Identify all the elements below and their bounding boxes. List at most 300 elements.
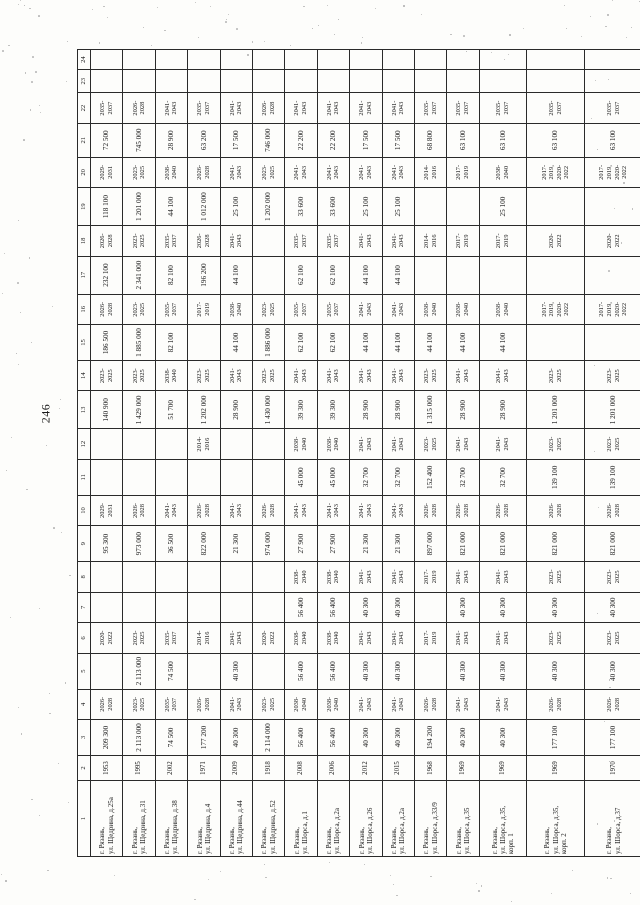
period-cell: 2023-2025 [123, 157, 155, 188]
scan-speck [40, 112, 41, 113]
address-line: ул. Щедрина, д.25а [106, 797, 115, 854]
cost-cell: 821 000 [585, 526, 640, 562]
scan-speck [476, 883, 477, 884]
period-cell: 2023-2025 [252, 157, 284, 188]
period-cell: 2038-2040 [317, 429, 349, 460]
cost-cell: 1 886 000 [252, 325, 284, 361]
scan-speck [430, 876, 431, 877]
cost-cell: 196 200 [188, 256, 220, 294]
period-cell: 2041-2043 [285, 93, 317, 124]
address-line: г. Рязань, [98, 827, 107, 854]
scan-speck [16, 353, 17, 354]
cost-cell: 177 100 [585, 720, 640, 756]
address-line: г. Рязань, [163, 827, 172, 854]
table-row [220, 50, 252, 857]
period-cell [527, 50, 585, 70]
period-cell: 2023-2025 [252, 689, 284, 720]
scan-speck [312, 28, 313, 29]
address-cell [91, 781, 123, 857]
period-cell: 2035-2037 [447, 93, 479, 124]
year-cell: 2012 [350, 755, 382, 780]
scan-speck [631, 27, 632, 28]
period-cell [317, 50, 349, 70]
address-line: ул. Шорса, д.35 [462, 807, 471, 854]
cost-cell: 28 900 [447, 391, 479, 429]
period-cell: 2041-2043 [382, 157, 414, 188]
cost-cell: 62 100 [317, 256, 349, 294]
cost-cell: 28 900 [382, 391, 414, 429]
period-cell: 2020-2022 [91, 623, 123, 654]
cost-cell: 40 300 [447, 592, 479, 623]
cost-cell: 745 000 [123, 123, 155, 157]
period-cell: 2020-2022 [252, 623, 284, 654]
scan-speck [65, 682, 67, 684]
period-cell: 2023-2025 [527, 562, 585, 593]
cost-cell: 2 113 000 [123, 720, 155, 756]
cost-cell [155, 459, 187, 495]
cost-cell: 821 000 [479, 526, 527, 562]
scan-speck [228, 14, 229, 15]
scan-speck [390, 875, 391, 876]
cost-cell: 44 100 [479, 325, 527, 361]
scan-speck [49, 693, 50, 694]
cost-cell: 63 100 [585, 123, 640, 157]
cost-cell: 40 300 [479, 592, 527, 623]
table-row [527, 50, 585, 857]
period-cell: 2038-2040 [447, 294, 479, 325]
year-cell: 2008 [285, 755, 317, 780]
cost-cell [91, 70, 123, 93]
cost-cell [414, 592, 446, 623]
table-row [285, 50, 317, 857]
scan-speck [47, 870, 49, 872]
cost-cell: 40 300 [350, 653, 382, 689]
cost-cell: 40 300 [382, 592, 414, 623]
period-cell: 2038-2040 [155, 360, 187, 391]
column-number: 9 [78, 526, 91, 562]
period-cell: 2038-2040 [155, 157, 187, 188]
scan-speck [10, 617, 11, 618]
address-line: ул. Шорса, д.1 [301, 811, 310, 854]
period-cell: 2041-2043 [447, 562, 479, 593]
period-cell: 2041-2043 [382, 429, 414, 460]
scan-speck [210, 6, 211, 7]
scan-speck [607, 877, 609, 879]
cost-cell: 1 315 000 [414, 391, 446, 429]
cost-cell: 2 113 000 [123, 653, 155, 689]
period-cell: 2023-2025 [123, 623, 155, 654]
period-cell: 2017-2019, 2020-2022 [527, 157, 585, 188]
period-cell: 2041-2043 [350, 562, 382, 593]
period-cell: 2017-2019 [479, 226, 527, 257]
period-cell: 2014-2016 [414, 157, 446, 188]
period-cell: 2041-2043 [317, 157, 349, 188]
period-cell: 2017-2019, 2020-2022 [585, 157, 640, 188]
period-cell: 2026-2028 [252, 495, 284, 526]
period-cell [220, 429, 252, 460]
scan-speck [52, 306, 54, 308]
address-line: г. Рязань, [422, 827, 431, 854]
column-number: 21 [78, 123, 91, 157]
cost-cell: 821 000 [447, 526, 479, 562]
period-cell [479, 50, 527, 70]
table-row [188, 50, 220, 857]
cost-cell: 39 300 [317, 391, 349, 429]
table-row [155, 50, 187, 857]
period-cell: 2038-2040 [220, 294, 252, 325]
period-cell: 2038-2040 [285, 429, 317, 460]
period-cell: 2038-2040 [285, 689, 317, 720]
cost-cell: 25 100 [382, 188, 414, 226]
cost-cell: 28 900 [220, 391, 252, 429]
column-number: 4 [78, 689, 91, 720]
period-cell: 2041-2043 [479, 429, 527, 460]
cost-cell [123, 459, 155, 495]
scan-speck [68, 802, 69, 803]
address-line: ул. Щедрина, д.31 [139, 800, 148, 854]
period-cell: 2038-2040 [317, 562, 349, 593]
cost-cell: 44 100 [414, 325, 446, 361]
period-cell: 2026-2028 [585, 689, 640, 720]
period-cell: 2041-2043 [350, 226, 382, 257]
period-cell: 2035-2037 [527, 93, 585, 124]
cost-cell: 56 400 [317, 653, 349, 689]
period-cell: 2023-2025 [527, 429, 585, 460]
cost-cell: 1 885 000 [123, 325, 155, 361]
cost-cell: 62 100 [285, 256, 317, 294]
year-cell: 2015 [382, 755, 414, 780]
cost-cell [91, 653, 123, 689]
period-cell: 2029-2031 [91, 157, 123, 188]
scan-speck [59, 408, 60, 409]
cost-cell [252, 70, 284, 93]
scan-speck [329, 862, 330, 863]
cost-cell: 1 201 000 [123, 188, 155, 226]
cost-cell [188, 592, 220, 623]
scan-speck [32, 56, 34, 58]
year-cell: 2009 [220, 755, 252, 780]
cost-cell [585, 325, 640, 361]
period-cell: 2026-2028 [188, 689, 220, 720]
cost-cell: 118 100 [91, 188, 123, 226]
scan-speck [30, 109, 32, 111]
scan-speck [11, 437, 12, 438]
period-cell: 2041-2043 [447, 623, 479, 654]
address-line: г. Рязань, [389, 827, 398, 854]
address-line: ул. Шорса, д.2а [333, 808, 342, 854]
cost-cell: 68 800 [414, 123, 446, 157]
cost-cell: 44 100 [350, 256, 382, 294]
period-cell: 2041-2043 [382, 562, 414, 593]
period-cell [447, 50, 479, 70]
period-cell [91, 429, 123, 460]
cost-cell: 45 000 [285, 459, 317, 495]
cost-cell [414, 188, 446, 226]
address-line: ул. Щедрина, д.44 [236, 800, 245, 854]
period-cell: 2038-2040 [285, 623, 317, 654]
cost-cell: 822 000 [188, 526, 220, 562]
cost-cell: 44 100 [447, 325, 479, 361]
cost-cell: 62 100 [317, 325, 349, 361]
scan-speck [478, 890, 479, 891]
address-line: ул. Щедрина, д.52 [268, 800, 277, 854]
scan-speck [450, 34, 452, 36]
scan-speck [236, 28, 238, 30]
period-cell [91, 50, 123, 70]
cost-cell [188, 459, 220, 495]
address-cell [350, 781, 382, 857]
year-cell: 2006 [317, 755, 349, 780]
period-cell: 2023-2025 [527, 360, 585, 391]
period-cell: 2038-2040 [414, 294, 446, 325]
address-cell [285, 781, 317, 857]
period-cell: 2041-2043 [382, 689, 414, 720]
period-cell: 2026-2028 [91, 226, 123, 257]
address-line: г. Рязань, [325, 827, 334, 854]
period-cell: 2023-2025 [252, 360, 284, 391]
cost-cell [447, 256, 479, 294]
scan-speck [303, 6, 304, 7]
scan-speck [264, 41, 265, 42]
cost-cell: 74 500 [155, 653, 187, 689]
cost-cell: 746 000 [252, 123, 284, 157]
period-cell: 2035-2037 [91, 93, 123, 124]
cost-cell: 40 300 [479, 653, 527, 689]
period-cell: 2035-2037 [414, 93, 446, 124]
scan-speck [630, 893, 631, 894]
scan-speck [198, 37, 199, 38]
cost-cell: 36 500 [155, 526, 187, 562]
scan-speck [226, 19, 227, 20]
period-cell: 2041-2043 [479, 689, 527, 720]
scan-speck [24, 5, 25, 6]
period-cell: 2041-2043 [350, 623, 382, 654]
cost-cell: 40 300 [350, 592, 382, 623]
cost-cell: 186 500 [91, 325, 123, 361]
period-cell: 2026-2028 [123, 93, 155, 124]
cost-cell: 44 100 [155, 188, 187, 226]
period-cell [414, 50, 446, 70]
rotated-table-container [77, 49, 640, 857]
cost-cell [220, 70, 252, 93]
address-line: г. Рязань, [130, 827, 139, 854]
scan-speck [252, 41, 253, 42]
cost-cell: 28 900 [479, 391, 527, 429]
period-cell: 2041-2043 [220, 623, 252, 654]
cost-cell: 56 400 [285, 653, 317, 689]
period-cell: 2041-2043 [285, 157, 317, 188]
address-line: ул. Шорса, д.35, [498, 805, 507, 854]
period-cell: 2038-2040 [317, 623, 349, 654]
cost-cell [91, 592, 123, 623]
cost-cell: 39 300 [285, 391, 317, 429]
cost-cell: 44 100 [382, 256, 414, 294]
scan-speck [396, 895, 397, 896]
scan-speck [39, 815, 40, 816]
cost-cell: 40 300 [382, 720, 414, 756]
scan-speck [626, 37, 627, 38]
scan-speck [564, 5, 565, 6]
period-cell: 2017-2019 [447, 157, 479, 188]
table-row [382, 50, 414, 857]
cost-cell: 63 100 [527, 123, 585, 157]
period-cell: 2041-2043 [382, 360, 414, 391]
scan-speck [46, 445, 47, 446]
cost-cell: 1 430 000 [252, 391, 284, 429]
period-cell: 2041-2043 [317, 93, 349, 124]
scan-speck [225, 21, 227, 23]
scan-speck [99, 42, 100, 43]
scan-speck [31, 342, 32, 343]
cost-cell [350, 70, 382, 93]
cost-cell: 25 100 [479, 188, 527, 226]
period-cell: 2035-2037 [317, 226, 349, 257]
period-cell: 2041-2043 [220, 495, 252, 526]
column-number: 17 [78, 256, 91, 294]
period-cell: 2041-2043 [382, 294, 414, 325]
address-cell [220, 781, 252, 857]
scan-speck [26, 489, 28, 491]
period-cell [382, 50, 414, 70]
address-cell [188, 781, 220, 857]
cost-cell [527, 325, 585, 361]
scan-speck [60, 399, 61, 400]
cost-cell: 72 500 [91, 123, 123, 157]
address-line: ул. Щедрина, д.38 [171, 800, 180, 854]
period-cell: 2023-2025 [123, 226, 155, 257]
page-number: 246 [38, 403, 53, 424]
column-number: 10 [78, 495, 91, 526]
period-cell: 2023-2025 [585, 429, 640, 460]
cost-cell: 32 700 [479, 459, 527, 495]
scan-speck [49, 713, 51, 715]
cost-cell: 140 900 [91, 391, 123, 429]
cost-cell: 33 600 [317, 188, 349, 226]
period-cell: 2026-2028 [252, 93, 284, 124]
cost-cell: 63 100 [479, 123, 527, 157]
cost-cell: 1 202 000 [252, 188, 284, 226]
cost-cell [479, 256, 527, 294]
scan-speck [29, 8, 31, 10]
scan-speck [20, 0, 21, 1]
period-cell: 2023-2025 [123, 294, 155, 325]
scan-speck [164, 30, 165, 31]
period-cell: 2020-2022 [585, 226, 640, 257]
scan-speck [67, 41, 68, 42]
scan-speck [327, 5, 328, 6]
cost-cell [155, 592, 187, 623]
period-cell: 2026-2028 [585, 495, 640, 526]
cost-cell: 82 100 [155, 256, 187, 294]
cost-cell: 62 100 [285, 325, 317, 361]
scan-speck [53, 527, 55, 529]
period-cell: 2041-2043 [479, 360, 527, 391]
period-cell: 2020-2022 [527, 226, 585, 257]
cost-cell [252, 459, 284, 495]
period-cell: 2035-2037 [155, 294, 187, 325]
period-cell: 2026-2028 [479, 495, 527, 526]
scan-speck [338, 19, 339, 20]
scan-speck [290, 45, 291, 46]
cost-cell: 25 100 [220, 188, 252, 226]
cost-cell [382, 70, 414, 93]
period-cell: 2023-2025 [188, 360, 220, 391]
period-cell: 2026-2028 [527, 495, 585, 526]
period-cell: 2041-2043 [479, 623, 527, 654]
cost-cell: 56 400 [285, 720, 317, 756]
scan-speck [463, 35, 465, 37]
period-cell: 2026-2028 [123, 495, 155, 526]
table-row [252, 50, 284, 857]
cost-cell: 2 341 000 [123, 256, 155, 294]
cost-cell: 17 500 [350, 123, 382, 157]
period-cell: 2035-2037 [155, 689, 187, 720]
cost-cell: 40 300 [350, 720, 382, 756]
cost-cell: 40 300 [220, 653, 252, 689]
address-line: г. Рязань, [228, 827, 236, 854]
cost-cell [479, 70, 527, 93]
cost-cell [585, 188, 640, 226]
period-cell: 2041-2043 [350, 689, 382, 720]
period-cell [188, 562, 220, 593]
scan-speck [21, 733, 23, 735]
cost-cell: 40 300 [527, 592, 585, 623]
cost-cell: 22 200 [317, 123, 349, 157]
scan-speck [151, 45, 152, 46]
scan-speck [612, 0, 613, 1]
period-cell: 2041-2043 [382, 495, 414, 526]
cost-cell: 40 300 [447, 653, 479, 689]
period-cell: 2026-2028 [527, 689, 585, 720]
year-cell: 1969 [447, 755, 479, 780]
cost-cell [527, 188, 585, 226]
cost-cell [188, 70, 220, 93]
column-number: 24 [78, 50, 91, 70]
period-cell [252, 226, 284, 257]
period-cell: 2041-2043 [350, 294, 382, 325]
scan-speck [31, 799, 32, 800]
cost-cell: 897 000 [414, 526, 446, 562]
scan-speck [29, 257, 31, 259]
period-cell: 2023-2025 [123, 360, 155, 391]
scan-speck [481, 885, 483, 887]
period-cell: 2014-2016 [188, 429, 220, 460]
scan-speck [551, 893, 552, 894]
year-cell: 1995 [123, 755, 155, 780]
cost-cell: 21 300 [350, 526, 382, 562]
cost-cell: 44 100 [350, 325, 382, 361]
column-number: 1 [78, 781, 91, 857]
scan-speck [23, 139, 25, 141]
year-cell: 1968 [414, 755, 446, 780]
scan-speck [194, 899, 195, 900]
period-cell: 2041-2043 [350, 157, 382, 188]
repair-schedule-table [77, 49, 640, 857]
cost-cell [252, 256, 284, 294]
period-cell: 2041-2043 [220, 360, 252, 391]
period-cell: 2041-2043 [479, 562, 527, 593]
column-number: 23 [78, 70, 91, 93]
address-line: ул. Шорса, д.2а [398, 808, 407, 854]
period-cell [155, 50, 187, 70]
year-cell: 2002 [155, 755, 187, 780]
column-number: 6 [78, 623, 91, 654]
period-cell: 2035-2037 [188, 93, 220, 124]
period-cell: 2017-2019 [414, 623, 446, 654]
cost-cell: 21 300 [220, 526, 252, 562]
period-cell: 2023-2025 [252, 294, 284, 325]
cost-cell: 28 900 [350, 391, 382, 429]
